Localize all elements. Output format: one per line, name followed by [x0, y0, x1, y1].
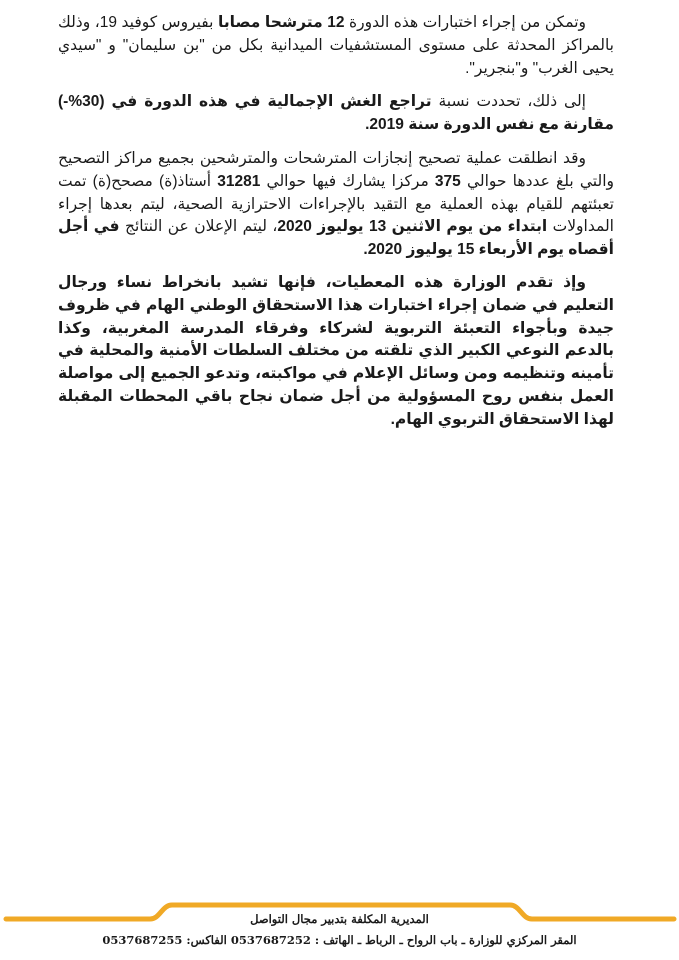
footer-contact-info: المقر المركزي للوزارة ـ باب الرواح ـ الرباط ـ الهاتف : 0537687252 الفاكس: 0537687255 — [102, 933, 577, 947]
footer-department: المديرية المكلفة بتدبير مجال التواصل — [250, 912, 429, 926]
paragraph — [58, 91, 614, 137]
text-run: إلى ذلك، تحددت نسبة — [431, 93, 586, 111]
text-run: وتمكن من إجراء اختبارات هذه الدورة — [344, 14, 586, 31]
text-run: مركزا يشارك فيها حوالي — [260, 172, 435, 190]
paragraph — [58, 12, 614, 80]
text-run: أستاذ(ة) مصحح(ة) تمت تعبئتهم للقيام بهذه العملية مع التقيد بالإجراءات الاحترازية الصحية، ليتم بعدها إجراء المداولات — [58, 172, 614, 236]
bold-text-run: وإذ تقدم الوزارة هذه المعطيات، فإنها تشيد بانخراط نساء ورجال التعليم في ضمان إجراء اختبارات هذا الاستحقاق الوطني الهام في ظروف جيدة وبأجواء التعبئة التربوية لشركاء وفرقاء المدرسة المغربية، وكذا بالدعم النوعي الكبير الذي تلقته من مختلف السلطات الأمنية والمحلية في تأمينه وتنظيمه ومن وسائل الإعلام في مواكبته، وتدعو الجميع إلى مواصلة العمل بنفس روح المسؤولية من أجل ضمان نجاح باقي المحطات المقبلة لهذا الاستحقاق التربوي الهام. — [58, 273, 614, 428]
text-run: ، ليتم الإعلان عن النتائج — [119, 218, 278, 236]
bold-text-run: ابتداء من يوم الاثنين 13 يوليوز 2020 — [277, 218, 548, 236]
letterhead-footer — [0, 890, 679, 960]
bold-text-run: 375 — [434, 172, 461, 190]
bold-text-run: 12 مترشحا مصابا — [218, 14, 345, 31]
bold-text-run: في أجل أقصاه يوم الأربعاء 15 يوليوز 2020. — [58, 218, 614, 259]
text-run: وقد انطلقت عملية تصحيح إنجازات المترشحات والمترشحين بجميع مراكز التصحيح والتي بلغ عددها حوالي — [58, 149, 614, 190]
bold-text-run: 31281 — [217, 172, 261, 190]
document-body — [58, 12, 614, 432]
paragraph — [58, 148, 614, 262]
text-run: بفيروس كوفيد 19، وذلك بالمراكز المحدثة على مستوى المستشفيات الميدانية بكل من "بن سليمان" و "سيدي يحيى الغرب" و"بنجرير". — [58, 14, 614, 77]
bold-text-run: تراجع الغش الإجمالية في هذه الدورة في (30%-) مقارنة مع نفس الدورة سنة 2019. — [58, 93, 614, 134]
paragraph — [58, 272, 614, 432]
